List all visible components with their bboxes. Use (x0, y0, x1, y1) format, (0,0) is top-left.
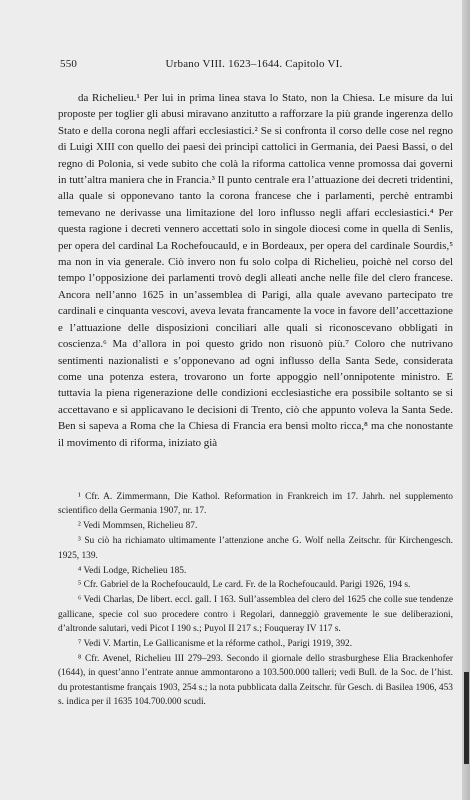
scan-edge-mark (464, 672, 469, 764)
footnote-5: ⁵ Cfr. Gabriel de la Rochefoucauld, Le card. Fr. de la Rochefoucauld. Parigi 1926, 194 s. (78, 580, 411, 591)
footnote-2: ² Vedi Mommsen, Richelieu 87. (78, 521, 198, 532)
page-number: 550 (60, 58, 78, 70)
footnote-3: ³ Su ciò ha richiamato ultimamente l’attenzione anche G. Wolf nella Zeitschr. für Kirchengesch. 1925, 139. (58, 536, 453, 561)
running-title: Urbano VIII. 1623–1644. Capitolo VI. (165, 58, 343, 70)
footnote-4: ⁴ Vedi Lodge, Richelieu 185. (78, 565, 187, 576)
body-paragraph: da Richelieu.¹ Per lui in prima linea stava lo Stato, non la Chiesa. Le misure da lui proposte per toglier gli abusi miravano anzitutto a rafforzare la più grande ingerenza dello Stato e della corona negli affari ecclesiastici.² Se si confronta il corso delle cose nel regno di Luigi XIII con quello dei paesi dei principi cattolici in Germania, dei Paesi Bassi, o del regno di Polonia, si vede subito che colà la riforma cattolica venne promossa dai governi in tutt’altra maniera che in Francia.³ Il punto centrale era l’attuazione dei decreti tridentini, alla quale si opponevano tanto la corona francese che i parlamenti, perchè entrambi temevano ne derivasse una limitazione del loro influsso negli affari ecclesiastici.⁴ Per questa ragione i decreti vennero accettati solo in singole diocesi come in quella di Senlis, per opera del cardinal La Rochefoucauld, e in Bordeaux, per opera del cardinale Sourdis,⁵ ma non in via generale. Ciò invero non fu solo colpa di Richelieu, poichè nel corso del tempo l’opposizione dei parlamenti trovò degli alleati anche nelle file del clero francese. Ancora nell’anno 1625 in un’assemblea di Parigi, alla quale avevano partecipato tre cardinali e cinquanta vescovi, aveva levata francamente la voce in favore dell’accettazione e l’attuazione delle disposizioni conciliari alle quali si riconoscevano obbligati in coscienza.⁶ Ma d’allora in poi questo grido non risuonò più.⁷ Coloro che nutrivano sentimenti nazionalisti e s’opponevano ad ogni influsso della Santa Sede, considerata come una potenza estera, trovarono un forte appoggio nell’onnipotente ministro. E tuttavia la piena rigenerazione delle condizioni ecclesiastiche era possibile soltanto se si accettavano e si applicavano le decisioni di Trento, ciò che appunto voleva la Santa Sede. Ben si sapeva a Roma che la Chiesa di Francia era bensì molto ricca,⁸ ma che nonostante il movimento di riforma, iniziato già (58, 92, 453, 449)
running-header (58, 58, 450, 72)
footnotes (58, 490, 453, 710)
footnote-1: ¹ Cfr. A. Zimmermann, Die Kathol. Reformation in Frankreich im 17. Jahrh. nel supplemento scientifico della Germania 1907, nr. 17. (58, 492, 453, 517)
footnote-7: ⁷ Vedi V. Martin, Le Gallicanisme et la réforme cathol., Parigi 1919, 392. (78, 639, 353, 650)
footnote-8: ⁸ Cfr. Avenel, Richelieu III 279–293. Secondo il giornale dello strasburghese Elia Brackenhofer (1644), in quest’anno l’entrate annue ammontarono a 103.500.000 talleri; vedi Bull. de la Soc. de l’hist. du protestantisme français 1903, 254 s.; la nota pubblicata dalla Zeitschr. für Gesch. di Basilea 1906, 453 s. indica per il 1635 104.700.000 scudi. (58, 653, 453, 708)
footnote-6: ⁶ Vedi Charlas, De libert. eccl. gall. I 163. Sull’assemblea del clero del 1625 che colle sue tendenze gallicane, specie col suo procedere contro i Regolari, danneggiò gravemente le sue deliberazioni, d’altronde salutari, vedi Picot I 190 s.; Puyol II 217 s.; Fouqueray IV 117 s. (58, 595, 453, 635)
main-text (58, 90, 453, 451)
page-edge (462, 0, 470, 800)
